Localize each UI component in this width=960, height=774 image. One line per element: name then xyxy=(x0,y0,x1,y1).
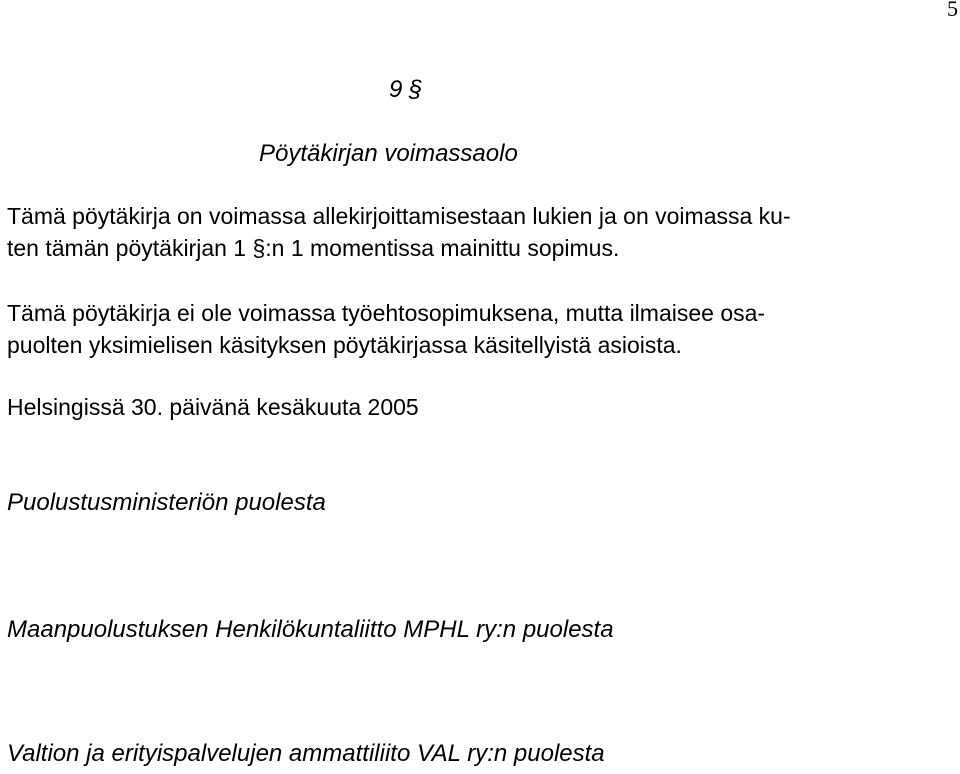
signatory-val: Valtion ja erityispalvelujen ammattiliito VAL ry:n puolesta xyxy=(7,740,605,767)
paragraph-line: puolten yksimielisen käsityksen pöytäkirjassa käsitellyistä asioista. xyxy=(7,332,682,358)
paragraph-line: Tämä pöytäkirja on voimassa allekirjoittamisestaan lukien ja on voimassa ku- xyxy=(7,203,791,229)
paragraph-validity xyxy=(7,200,791,264)
section-title: Pöytäkirjan voimassaolo xyxy=(259,140,518,167)
paragraph-line: Tämä pöytäkirja ei ole voimassa työehtosopimuksena, mutta ilmaisee osa- xyxy=(7,300,766,326)
paragraph-line: ten tämän pöytäkirjan 1 §:n 1 momentissa mainittu sopimus. xyxy=(7,235,620,261)
place-and-date: Helsingissä 30. päivänä kesäkuuta 2005 xyxy=(7,394,419,420)
paragraph-not-collective-agreement xyxy=(7,297,765,361)
signatory-mphl: Maanpuolustuksen Henkilökuntaliitto MPHL ry:n puolesta xyxy=(7,616,614,643)
section-number: 9 § xyxy=(389,76,423,103)
signatory-ministry: Puolustusministeriön puolesta xyxy=(7,489,326,516)
page-number: 5 xyxy=(947,0,958,21)
